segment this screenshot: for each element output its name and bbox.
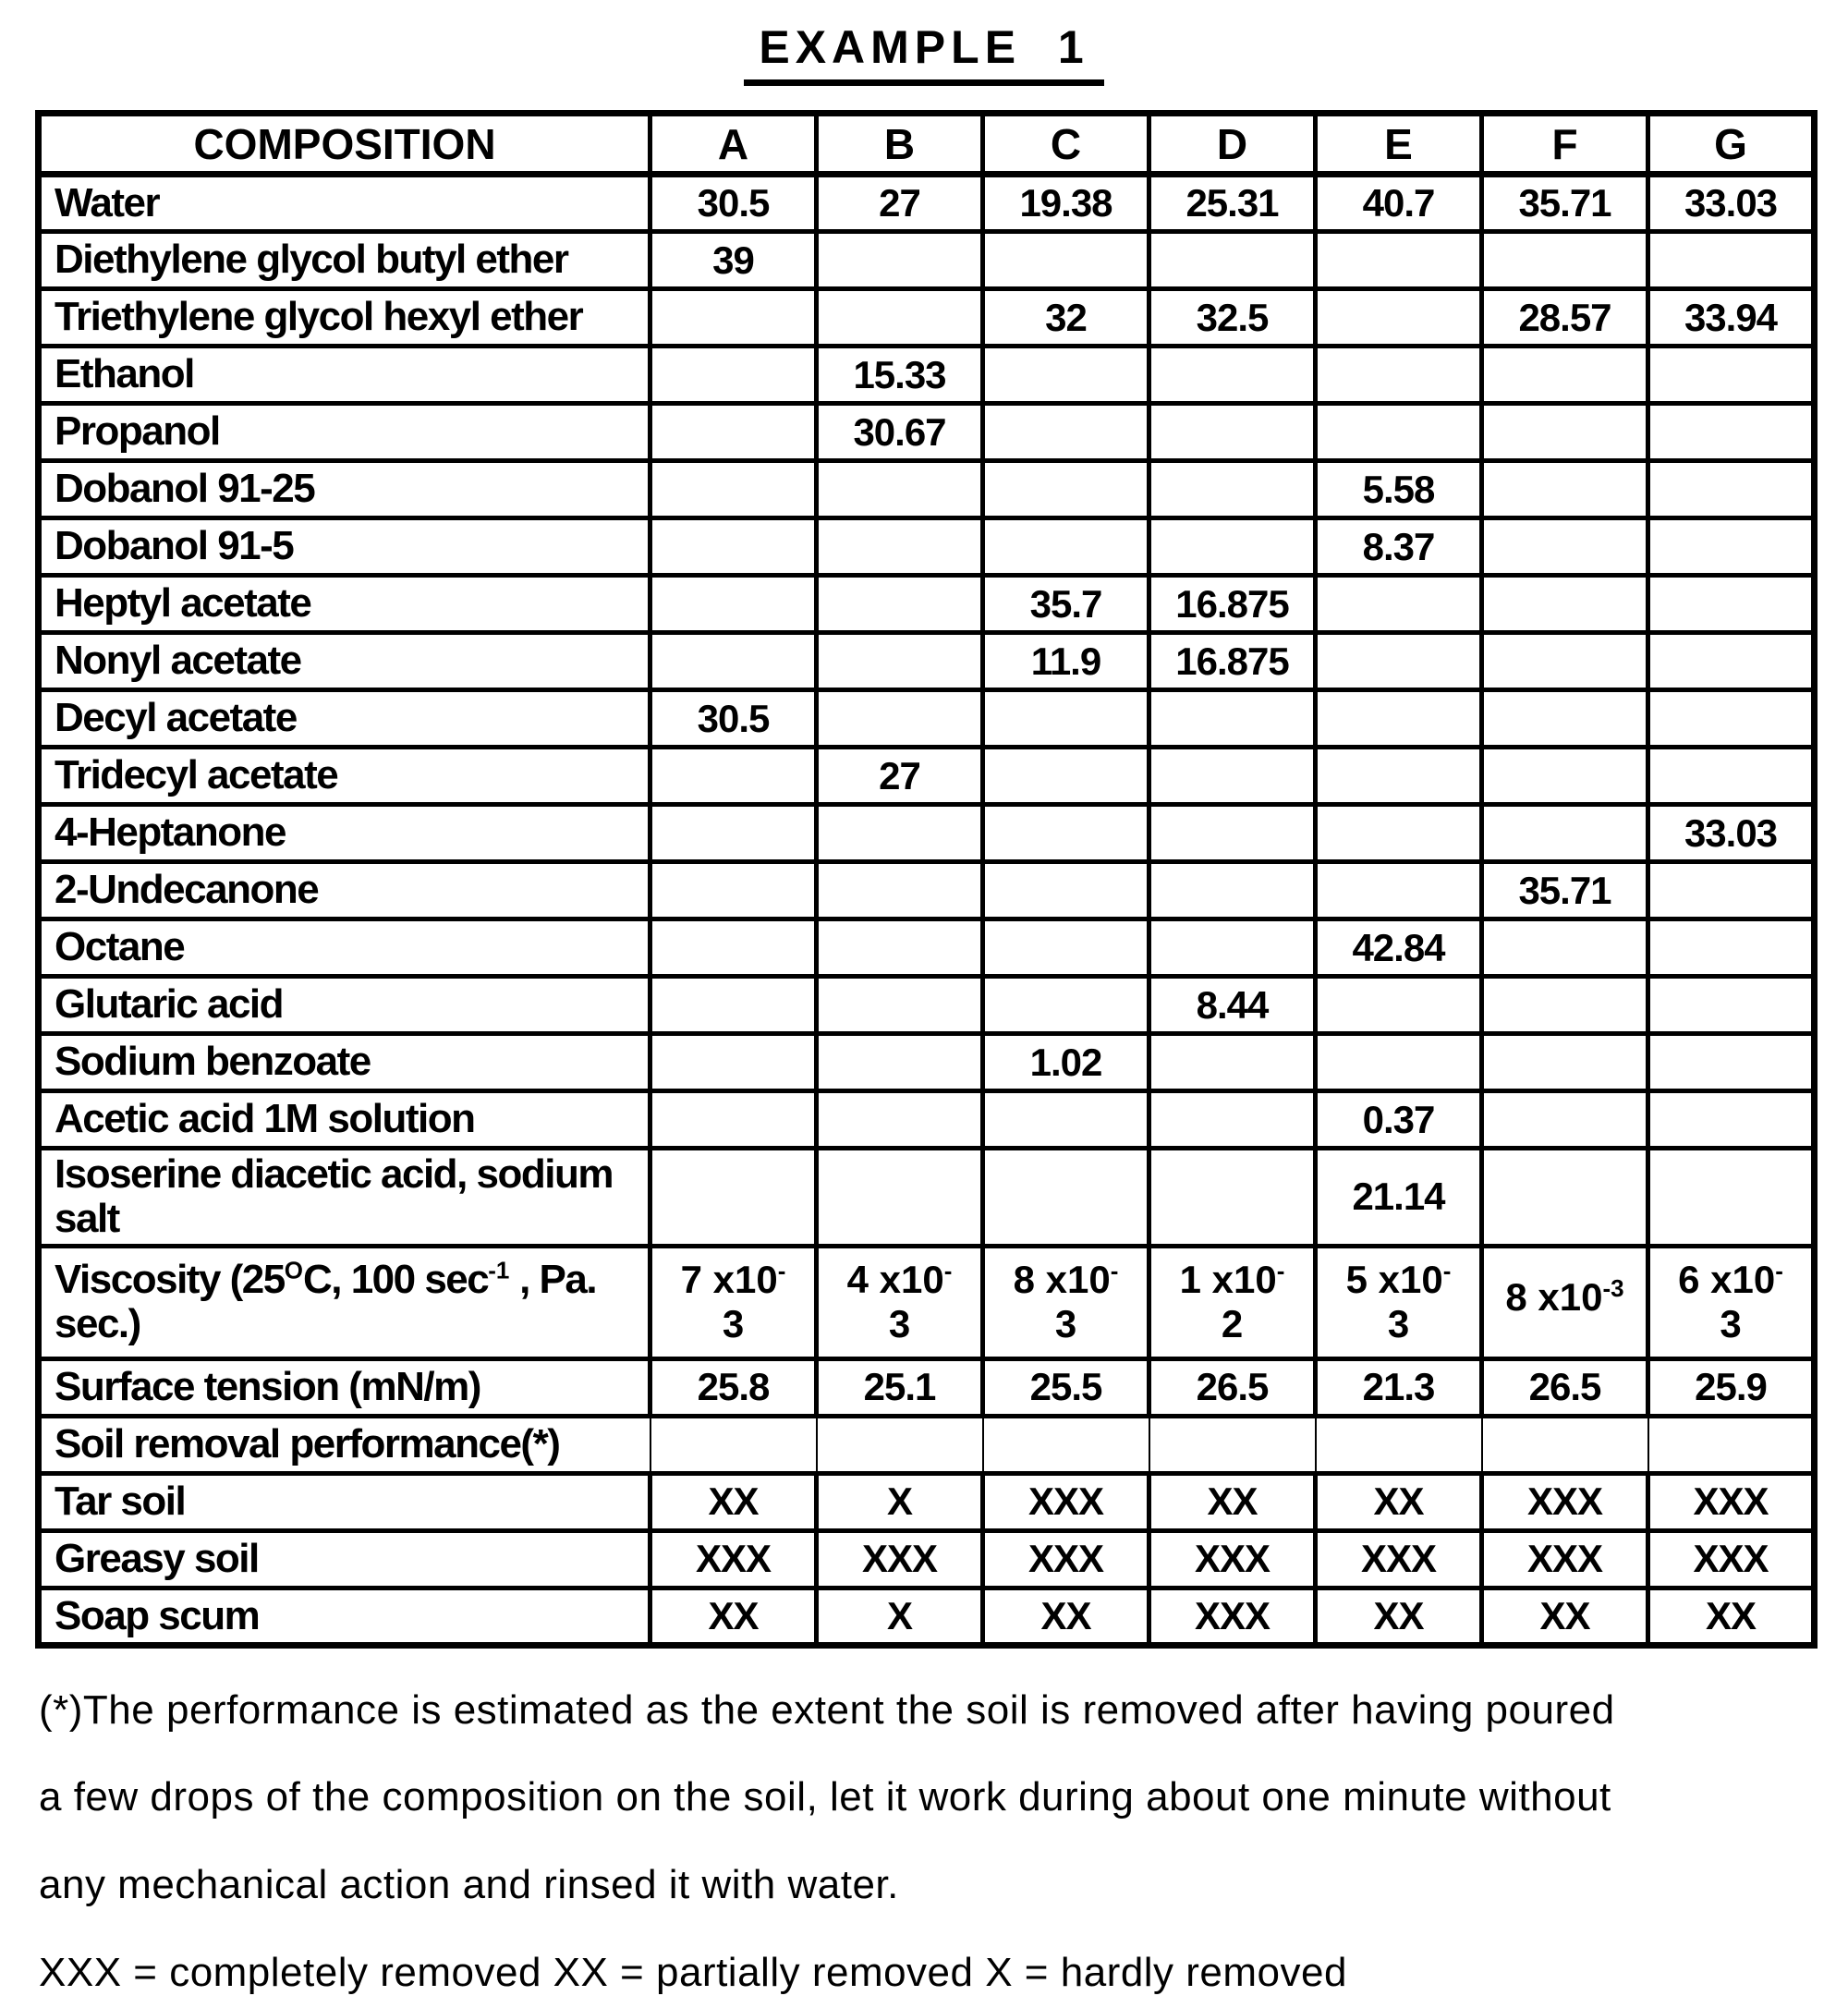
value-cell: 32.5 — [1149, 289, 1316, 347]
header-col-f: F — [1482, 114, 1648, 175]
row-label: Heptyl acetate — [39, 576, 650, 633]
value-cell — [817, 805, 983, 862]
value-cell: 27 — [817, 748, 983, 805]
value-cell — [1648, 347, 1815, 404]
value-cell: 33.03 — [1648, 805, 1815, 862]
value-cell: 39 — [650, 232, 817, 289]
value-cell — [983, 461, 1149, 518]
table-row — [39, 690, 1815, 748]
section-row-label: Soil removal performance(*) — [39, 1416, 650, 1473]
empty-cell — [1648, 1416, 1815, 1473]
value-cell: 25.31 — [1149, 175, 1316, 232]
value-cell — [1316, 576, 1482, 633]
table-row — [39, 461, 1815, 518]
value-cell: XX — [1648, 1588, 1815, 1645]
table-row — [39, 576, 1815, 633]
viscosity-mantissa: 4 x10 — [846, 1257, 944, 1301]
row-label: Acetic acid 1M solution — [39, 1091, 650, 1149]
empty-cell — [1149, 1416, 1316, 1473]
viscosity-label-post: , Pa. — [509, 1256, 597, 1302]
viscosity-mantissa: 1 x10 — [1179, 1257, 1277, 1301]
value-cell — [1648, 518, 1815, 576]
row-label: Octane — [39, 919, 650, 977]
value-cell — [1316, 977, 1482, 1034]
header-col-e: E — [1316, 114, 1482, 175]
row-label: Dobanol 91-5 — [39, 518, 650, 576]
row-label: Surface tension (mN/m) — [39, 1358, 650, 1416]
degree-superscript: O — [284, 1256, 303, 1284]
value-cell: XX — [650, 1588, 817, 1645]
value-cell — [983, 518, 1149, 576]
title-row — [0, 0, 1848, 86]
value-cell: 30.5 — [650, 690, 817, 748]
viscosity-value-line2: 3 — [1387, 1302, 1410, 1346]
value-cell: XXX — [983, 1530, 1149, 1588]
value-cell — [983, 347, 1149, 404]
value-cell — [1149, 690, 1316, 748]
empty-cell — [650, 1416, 817, 1473]
viscosity-exponent: -3 — [1602, 1274, 1624, 1303]
viscosity-value-cell — [1149, 1246, 1316, 1358]
value-cell — [1482, 690, 1648, 748]
value-cell: 1.02 — [983, 1034, 1149, 1091]
table-row — [39, 1416, 1815, 1473]
viscosity-exponent: - — [1442, 1256, 1452, 1284]
viscosity-value-line1 — [822, 1258, 977, 1302]
viscosity-mantissa: 8 x10 — [1505, 1275, 1603, 1320]
table-row — [39, 633, 1815, 690]
value-cell — [650, 576, 817, 633]
value-cell — [983, 862, 1149, 919]
value-cell — [1648, 1149, 1815, 1247]
value-cell: 21.14 — [1316, 1149, 1482, 1247]
value-cell: XXX — [1149, 1588, 1316, 1645]
value-cell — [983, 748, 1149, 805]
row-label: Triethylene glycol hexyl ether — [39, 289, 650, 347]
table-row — [39, 748, 1815, 805]
value-cell: 35.71 — [1482, 862, 1648, 919]
value-cell: 30.67 — [817, 404, 983, 461]
value-cell — [1149, 805, 1316, 862]
value-cell — [1648, 404, 1815, 461]
value-cell — [817, 862, 983, 919]
value-cell: 32 — [983, 289, 1149, 347]
footnotes — [39, 1687, 1809, 1996]
row-label: Greasy soil — [39, 1530, 650, 1588]
value-cell — [650, 461, 817, 518]
header-col-a: A — [650, 114, 817, 175]
viscosity-exponent: - — [1775, 1256, 1783, 1284]
value-cell: 8.44 — [1149, 977, 1316, 1034]
table-row — [39, 805, 1815, 862]
viscosity-value-line1 — [1488, 1275, 1642, 1320]
value-cell — [650, 1034, 817, 1091]
value-cell — [1482, 919, 1648, 977]
value-cell — [1482, 1091, 1648, 1149]
value-cell — [1149, 347, 1316, 404]
row-label: Dobanol 91-25 — [39, 461, 650, 518]
value-cell: XX — [1316, 1588, 1482, 1645]
value-cell — [1648, 690, 1815, 748]
value-cell — [983, 977, 1149, 1034]
row-label: Ethanol — [39, 347, 650, 404]
value-cell — [1648, 748, 1815, 805]
footnote-line: (*)The performance is estimated as the extent the soil is removed after having poured — [39, 1686, 1615, 1733]
value-cell — [817, 289, 983, 347]
table-row — [39, 347, 1815, 404]
header-col-d: D — [1149, 114, 1316, 175]
value-cell — [1316, 805, 1482, 862]
value-cell — [1316, 862, 1482, 919]
footnote-line: any mechanical action and rinsed it with water. — [39, 1861, 899, 1907]
viscosity-value-line1 — [656, 1258, 810, 1302]
exponent-superscript: -1 — [488, 1256, 510, 1284]
value-cell — [1482, 461, 1648, 518]
viscosity-exponent: - — [1110, 1256, 1119, 1284]
composition-table-body — [39, 175, 1815, 1646]
row-label: 2-Undecanone — [39, 862, 650, 919]
row-label: 4-Heptanone — [39, 805, 650, 862]
viscosity-value-cell — [983, 1246, 1149, 1358]
value-cell: XXX — [817, 1530, 983, 1588]
value-cell — [983, 919, 1149, 977]
viscosity-value-cell — [650, 1246, 817, 1358]
value-cell: XXX — [1648, 1473, 1815, 1530]
viscosity-value-line2 — [1488, 1320, 1642, 1329]
value-cell — [1648, 862, 1815, 919]
value-cell: 33.94 — [1648, 289, 1815, 347]
value-cell — [1482, 748, 1648, 805]
page-title: EXAMPLE 1 — [744, 20, 1103, 86]
value-cell: 0.37 — [1316, 1091, 1482, 1149]
table-row — [39, 977, 1815, 1034]
viscosity-label-line2: sec.) — [55, 1301, 140, 1347]
empty-cell — [817, 1416, 983, 1473]
footnote-line: a few drops of the composition on the soil, let it work during about one minute without — [39, 1774, 1611, 1820]
value-cell: 16.875 — [1149, 576, 1316, 633]
value-cell — [1316, 232, 1482, 289]
viscosity-value-cell — [1648, 1246, 1815, 1358]
value-cell — [1149, 1034, 1316, 1091]
row-label: Glutaric acid — [39, 977, 650, 1034]
value-cell — [650, 1091, 817, 1149]
table-row — [39, 289, 1815, 347]
value-cell — [817, 576, 983, 633]
viscosity-value-cell — [1482, 1246, 1648, 1358]
row-label: Sodium benzoate — [39, 1034, 650, 1091]
value-cell — [1648, 919, 1815, 977]
value-cell — [817, 633, 983, 690]
empty-cell — [1316, 1416, 1482, 1473]
table-row — [39, 175, 1815, 232]
value-cell — [1482, 232, 1648, 289]
value-cell: 42.84 — [1316, 919, 1482, 977]
value-cell — [817, 1034, 983, 1091]
viscosity-value-line2: 2 — [1221, 1302, 1244, 1346]
value-cell — [1482, 347, 1648, 404]
value-cell: XXX — [650, 1530, 817, 1588]
value-cell — [1648, 576, 1815, 633]
value-cell — [1316, 633, 1482, 690]
value-cell: 33.03 — [1648, 175, 1815, 232]
value-cell — [1648, 977, 1815, 1034]
row-label: Decyl acetate — [39, 690, 650, 748]
value-cell — [1482, 977, 1648, 1034]
value-cell: 25.1 — [817, 1358, 983, 1416]
table-row — [39, 1246, 1815, 1358]
value-cell: 25.9 — [1648, 1358, 1815, 1416]
value-cell — [1648, 1034, 1815, 1091]
value-cell — [817, 232, 983, 289]
value-cell: 26.5 — [1482, 1358, 1648, 1416]
value-cell — [650, 347, 817, 404]
value-cell — [983, 805, 1149, 862]
value-cell: 8.37 — [1316, 518, 1482, 576]
value-cell: 26.5 — [1149, 1358, 1316, 1416]
value-cell — [817, 518, 983, 576]
value-cell: XX — [650, 1473, 817, 1530]
table-header-row — [39, 114, 1815, 175]
viscosity-value-line1 — [1155, 1258, 1309, 1302]
table-row — [39, 1149, 1815, 1247]
viscosity-value-line1 — [989, 1258, 1143, 1302]
value-cell — [1316, 404, 1482, 461]
row-label: Isoserine diacetic acid, sodium salt — [39, 1149, 650, 1247]
viscosity-value-line1 — [1321, 1258, 1476, 1302]
viscosity-value-line2: 3 — [888, 1302, 911, 1346]
value-cell: 25.5 — [983, 1358, 1149, 1416]
table-row — [39, 1473, 1815, 1530]
table-row — [39, 232, 1815, 289]
value-cell — [983, 690, 1149, 748]
value-cell: XXX — [1316, 1530, 1482, 1588]
value-cell — [1149, 518, 1316, 576]
value-cell: XXX — [1482, 1473, 1648, 1530]
value-cell: 40.7 — [1316, 175, 1482, 232]
value-cell: 28.57 — [1482, 289, 1648, 347]
value-cell: XXX — [1149, 1530, 1316, 1588]
value-cell — [983, 232, 1149, 289]
value-cell: 21.3 — [1316, 1358, 1482, 1416]
value-cell — [1149, 404, 1316, 461]
value-cell — [1316, 690, 1482, 748]
row-label: Diethylene glycol butyl ether — [39, 232, 650, 289]
viscosity-row-label — [39, 1246, 650, 1358]
value-cell: XX — [1482, 1588, 1648, 1645]
viscosity-value-line2: 3 — [1720, 1302, 1742, 1346]
header-col-g: G — [1648, 114, 1815, 175]
value-cell — [817, 1149, 983, 1247]
row-label: Tridecyl acetate — [39, 748, 650, 805]
value-cell: 27 — [817, 175, 983, 232]
viscosity-value-cell — [817, 1246, 983, 1358]
value-cell — [817, 690, 983, 748]
value-cell: 11.9 — [983, 633, 1149, 690]
value-cell — [817, 977, 983, 1034]
value-cell: XX — [1149, 1473, 1316, 1530]
header-col-b: B — [817, 114, 983, 175]
value-cell — [1316, 347, 1482, 404]
value-cell: XXX — [983, 1473, 1149, 1530]
value-cell: 19.38 — [983, 175, 1149, 232]
value-cell: 25.8 — [650, 1358, 817, 1416]
viscosity-value-line1 — [1654, 1258, 1807, 1302]
value-cell — [1482, 404, 1648, 461]
table-row — [39, 919, 1815, 977]
value-cell — [650, 518, 817, 576]
viscosity-value-cell — [1316, 1246, 1482, 1358]
value-cell: XXX — [1648, 1530, 1815, 1588]
value-cell — [1648, 633, 1815, 690]
value-cell — [1316, 1034, 1482, 1091]
table-row — [39, 1034, 1815, 1091]
viscosity-mantissa: 7 x10 — [680, 1257, 778, 1301]
value-cell: 30.5 — [650, 175, 817, 232]
value-cell — [1482, 1149, 1648, 1247]
value-cell — [1648, 461, 1815, 518]
value-cell: 5.58 — [1316, 461, 1482, 518]
value-cell — [1149, 862, 1316, 919]
viscosity-mantissa: 5 x10 — [1345, 1257, 1443, 1301]
value-cell — [650, 748, 817, 805]
viscosity-value-line2: 3 — [1054, 1302, 1077, 1346]
value-cell: XX — [983, 1588, 1149, 1645]
value-cell — [1149, 1149, 1316, 1247]
value-cell — [1316, 289, 1482, 347]
row-label: Soap scum — [39, 1588, 650, 1645]
value-cell — [650, 919, 817, 977]
value-cell — [650, 805, 817, 862]
viscosity-label-pre: Viscosity (25 — [55, 1256, 285, 1302]
table-row — [39, 862, 1815, 919]
value-cell — [817, 461, 983, 518]
value-cell: XXX — [1482, 1530, 1648, 1588]
table-row — [39, 518, 1815, 576]
value-cell — [1648, 232, 1815, 289]
empty-cell — [1482, 1416, 1648, 1473]
value-cell: 16.875 — [1149, 633, 1316, 690]
row-label: Water — [39, 175, 650, 232]
value-cell — [650, 977, 817, 1034]
value-cell — [650, 633, 817, 690]
value-cell — [650, 1149, 817, 1247]
value-cell — [1149, 461, 1316, 518]
table-row — [39, 404, 1815, 461]
value-cell: 35.71 — [1482, 175, 1648, 232]
value-cell — [1648, 1091, 1815, 1149]
viscosity-label-line1 — [55, 1258, 640, 1302]
value-cell — [1149, 232, 1316, 289]
value-cell — [1149, 919, 1316, 977]
row-label: Nonyl acetate — [39, 633, 650, 690]
viscosity-mantissa: 6 x10 — [1678, 1257, 1776, 1301]
table-row — [39, 1091, 1815, 1149]
value-cell: 15.33 — [817, 347, 983, 404]
value-cell — [817, 919, 983, 977]
viscosity-exponent: - — [777, 1256, 786, 1284]
composition-table — [35, 110, 1818, 1649]
value-cell — [1149, 1091, 1316, 1149]
value-cell — [983, 1149, 1149, 1247]
value-cell — [1482, 1034, 1648, 1091]
header-col-c: C — [983, 114, 1149, 175]
legend-line: XXX = completely removed XX = partially removed X = hardly removed — [39, 1949, 1347, 1995]
value-cell: 35.7 — [983, 576, 1149, 633]
viscosity-exponent: - — [1276, 1256, 1285, 1284]
value-cell: X — [817, 1588, 983, 1645]
viscosity-value-line2: 3 — [722, 1302, 745, 1346]
viscosity-mantissa: 8 x10 — [1013, 1257, 1111, 1301]
value-cell — [983, 404, 1149, 461]
value-cell — [650, 862, 817, 919]
value-cell — [1149, 748, 1316, 805]
header-composition: COMPOSITION — [39, 114, 650, 175]
viscosity-exponent: - — [943, 1256, 953, 1284]
value-cell: X — [817, 1473, 983, 1530]
viscosity-label-mid: C, 100 sec — [302, 1256, 489, 1302]
value-cell — [1482, 518, 1648, 576]
value-cell — [1482, 633, 1648, 690]
empty-cell — [983, 1416, 1149, 1473]
table-row — [39, 1530, 1815, 1588]
value-cell — [1316, 748, 1482, 805]
row-label: Tar soil — [39, 1473, 650, 1530]
value-cell — [1482, 805, 1648, 862]
value-cell — [650, 404, 817, 461]
table-row — [39, 1588, 1815, 1645]
value-cell: XX — [1316, 1473, 1482, 1530]
value-cell — [650, 289, 817, 347]
value-cell — [817, 1091, 983, 1149]
value-cell — [1482, 576, 1648, 633]
value-cell — [983, 1091, 1149, 1149]
table-row — [39, 1358, 1815, 1416]
row-label: Propanol — [39, 404, 650, 461]
